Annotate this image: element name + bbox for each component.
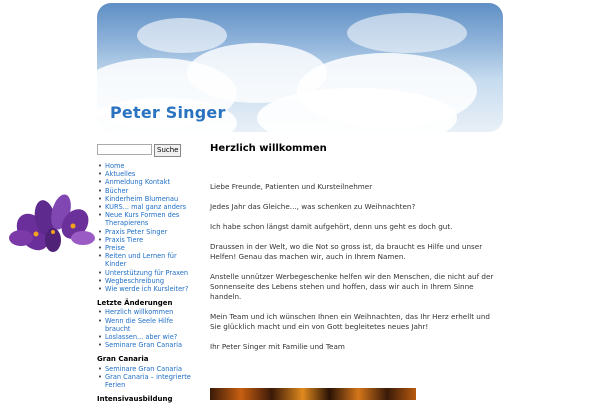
paragraph: Jedes Jahr das Gleiche..., was schenken zu Weihnachten?	[210, 202, 416, 211]
main-nav	[97, 162, 192, 293]
intensivausbildung-heading: Intensivausbildung	[97, 395, 173, 404]
nav-item-praxis[interactable]: • Praxis Peter Singer	[105, 228, 192, 236]
paragraph: Ihr Peter Singer mit Familie und Team	[210, 342, 345, 351]
gran-canaria-list	[97, 365, 192, 390]
nav-item-unterstuetzung[interactable]: • Unterstützung für Praxen	[105, 269, 192, 277]
flower-image	[3, 190, 98, 255]
main-content	[210, 143, 500, 362]
nav-item-home[interactable]: • Home	[105, 162, 192, 170]
nav-item-kinderheim[interactable]: • Kinderheim Blumenau	[105, 195, 192, 203]
nav-item-wegbeschreibung[interactable]: • Wegbeschreibung	[105, 277, 192, 285]
nav-item-preise[interactable]: • Preise	[105, 244, 192, 252]
recent-item[interactable]: • Wenn die Seele Hilfe braucht	[105, 317, 192, 333]
nav-item-neue-kurs[interactable]: • Neue Kurs Formen des Therapierens	[105, 211, 192, 227]
gran-canaria-heading: Gran Canaria	[97, 355, 149, 364]
search-input[interactable]	[97, 144, 152, 155]
nav-item-kurs[interactable]: • KURS... mal ganz anders	[105, 203, 192, 211]
nav-item-kursleiter[interactable]: • Wie werde ich Kursleiter?	[105, 285, 192, 293]
nav-item-reiten[interactable]: • Reiten und Lernen für Kinder	[105, 252, 192, 268]
nav-item-buecher[interactable]: • Bücher	[105, 187, 192, 195]
paragraph: Anstelle unnützer Werbegeschenke helfen wir den Menschen, die nicht auf der Sonnenseite des Lebens stehen und hoffen, dass wir auch in Ihrem Sinne handeln.	[210, 272, 494, 301]
paragraph: Mein Team und ich wünschen Ihnen ein Weihnachten, das Ihr Herz erhellt und Sie glücklich macht und ein von Gott begleitetes neues Jahr!	[210, 312, 490, 331]
recent-list	[97, 308, 192, 349]
page-title: Herzlich willkommen	[210, 143, 327, 154]
nav-item-praxis-tiere[interactable]: • Praxis Tiere	[105, 236, 192, 244]
candles-image	[210, 388, 416, 400]
gran-canaria-item[interactable]: • Seminare Gran Canaria	[105, 365, 192, 373]
search-button[interactable]: Suche	[154, 144, 181, 157]
recent-item[interactable]: • Loslassen... aber wie?	[105, 333, 192, 341]
header-banner	[97, 3, 503, 132]
sidebar	[97, 162, 192, 404]
gran-canaria-item[interactable]: • Gran Canaria – integrierte Ferien	[105, 373, 192, 389]
nav-item-anmeldung[interactable]: • Anmeldung Kontakt	[105, 178, 192, 186]
paragraph: Ich habe schon längst damit aufgehört, denn uns geht es doch gut.	[210, 222, 453, 231]
nav-item-aktuelles[interactable]: • Aktuelles	[105, 170, 192, 178]
site-title[interactable]: Peter Singer	[110, 103, 226, 122]
paragraph: Liebe Freunde, Patienten und Kursteilnehmer	[210, 182, 373, 191]
paragraph: Draussen in der Welt, wo die Not so gross ist, da braucht es Hilfe und unser Helfen! Genau das machen wir, auch in Ihrem Namen.	[210, 242, 483, 261]
recent-item[interactable]: • Herzlich willkommen	[105, 308, 192, 316]
recent-heading: Letzte Änderungen	[97, 299, 173, 308]
recent-item[interactable]: • Seminare Gran Canaria	[105, 341, 192, 349]
